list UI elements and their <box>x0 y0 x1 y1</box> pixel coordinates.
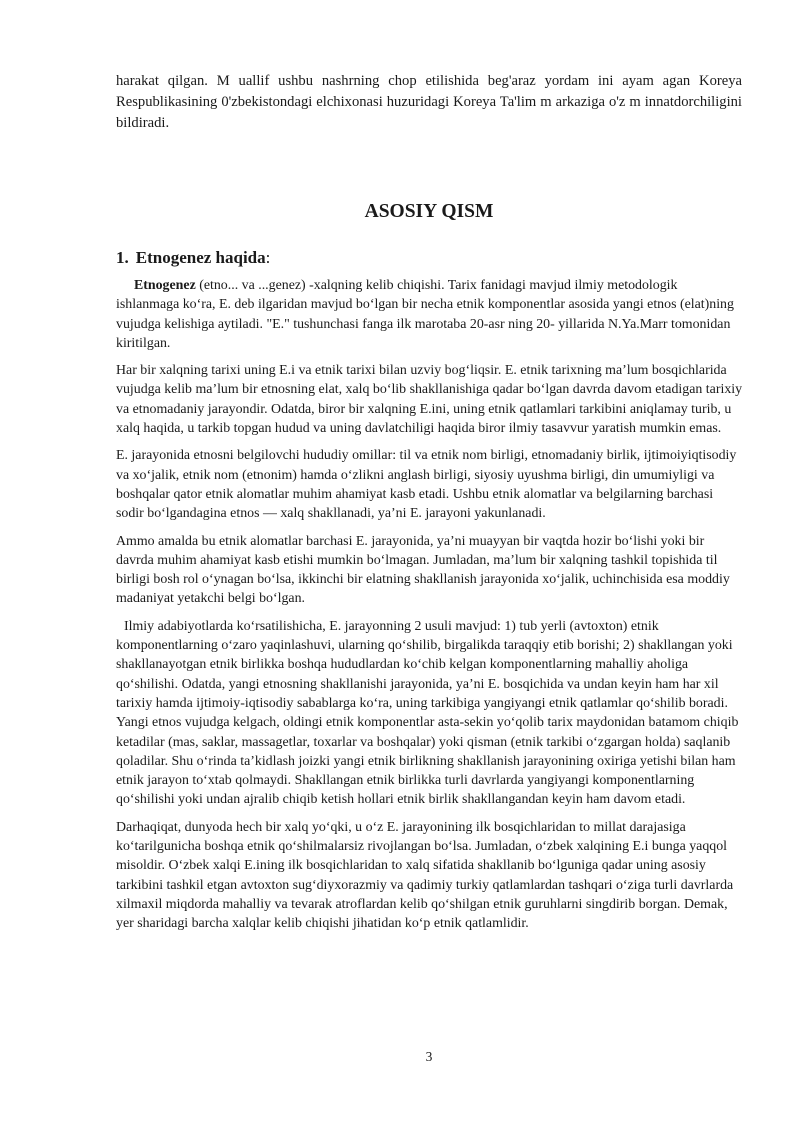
paragraph-etnogenez-definition <box>116 276 744 353</box>
paragraph-3: E. jarayonida etnosni belgilovchi hududiy omillar: til va etnik nom birligi, etnomadaniy birlik, ijtimoiyiqtisodiy va xo‘jalik, etnik nom (etnonim) hamda o‘zlikni anglash birligi, siyosiy uyushma birligi, din umumiyligi va boshqalar qator etnik alomatlar muhim ahamiyat kasb etadi. Ushbu etnik alomatlar va belgilarning barchasi sodir bo‘lgandagina etnos — xalq shakllanadi, ya’ni E. jarayoni yakunlanadi. <box>116 448 737 522</box>
intro-paragraph: harakat qilgan. M uallif ushbu nashrning chop etilishida beg'araz yordam ini ayam agan Koreya Respublikasining 0'zbekistondagi elchixonasi huzuridagi Koreya Ta'lim m arkaziga o'z m innatdorchiligini bildiradi. <box>116 73 742 131</box>
heading-number: 1. <box>116 248 129 267</box>
paragraph-2: Har bir xalqning tarixi uning E.i va etnik tarixi bilan uzviy bog‘liqsir. E. etnik tarixning ma’lum bosqichlarida vujudga kelib ma’lum bir etnosning elat, xalq bo‘lib shakllanishiga qadar bo‘lgan davrda davom etadigan tarixiy va etnomadaniy jarayondir. Odatda, biror bir xalqning E.ini, uning etnik qatlamlari tarkibini aniqlamay turib, u xalq haqida, u tarkib topgan hudud va uning davlatchiligi haqida biror ilmiy tasavvur yaratish mumkin emas. <box>116 363 743 437</box>
paragraph-4: Ammo amalda bu etnik alomatlar barchasi E. jarayonida, ya’ni muayyan bir vaqtda hozir bo‘lishi yoki bir davrda muhim ahamiyat kasb etishi mumkin bo‘lmagan. Jumladan, ma’lum bir xalqning tashkil topishida til birligi bosh rol o‘ynagan bo‘lsa, ikkinchi bir elatning shakllanish jarayonida xo‘jalik, uchinchisida esa moddiy madaniyat yetakchi belgi bo‘lgan. <box>116 533 730 607</box>
page-number: 3 <box>425 1049 433 1064</box>
definition-text: (etno... va ...genez) -xalqning kelib chiqishi. Tarix fanidagi mavjud ilmiy metodologik ishlanmaga ko‘ra, E. deb ilgaridan mavjud bo‘lgan bir necha etnik komponentlar asosida yangi etnos (elat)ning vujudga kelishiga aytiladi. "E." tushunchasi fanga ilk marotaba 20-asr ning 20- yillarida N.Ya.Marr tomonidan kiritilgan. <box>116 278 734 351</box>
paragraph-6: Darhaqiqat, dunyoda hech bir xalq yo‘qki, u o‘z E. jarayonining ilk bosqichlaridan to millat darajasiga ko‘tarilgunicha boshqa etnik qo‘shilmalarsiz rivojlangan bo‘lsa. Jumladan, o‘zbek xalqining E.i bunga yaqqol misoldir. O‘zbek xalqi E.ining ilk bosqichlaridan to xalq sifatida shakllanib bo‘lguniga qadar uning asosiy tarkibini tashkil etgan avtoxton sug‘diyxorazmiy va qadimiy turkiy qatlamlardan tashqari o‘ziga turli davrlarda xilmaxil miqdorda mahalliy va tevarak atroflardan kelib qo‘shilgan etnik guruhlarni singdirib borgan. Demak, yer sharidagi barcha xalqlar kelib chiqishi jihatidan ko‘p etnik qatlamlidir. <box>116 819 734 932</box>
term-etnogenez: Etnogenez <box>134 278 196 293</box>
section-title: ASOSIY QISM <box>364 201 494 222</box>
heading-title: Etnogenez haqida <box>135 248 266 267</box>
subsection-heading <box>116 247 742 269</box>
paragraph-5: Ilmiy adabiyotlarda ko‘rsatilishicha, E. jarayonning 2 usuli mavjud: 1) tub yerli (avtoxton) etnik komponentlarning o‘zaro yaqinlashuvi, ularning qo‘shilib, birgalikda taraqqiy etib borishi; 2) shakllangan yoki shakllanayotgan etnik birlikka boshqa hududlardan ko‘chib kelgan komponentlarning mahalliy aholiga qo‘shilishi. Odatda, yangi etnosning shakllanishi jarayonida, ya’ni E. bosqichida va undan keyin ham har xil tarixiy hamda ijtimoiy-iqtisodiy sabablarga ko‘ra, uning tarkibiga yangiyangi etnik qatlamlar qo‘shilib boradi. Yangi etnos vujudga kelgach, oldingi etnik komponentlar asta-sekin yo‘qolib tarix maydonidan batamom chiqib ketadilar (mas, saklar, massagetlar, toxarlar va boshqalar) yoki qisman (etnik tarkibi o‘zgargan holda) saqlanib qoladilar. Shu o‘rinda ta’kidlash joizki yangi etnik birlikning shakllanish jarayonining oxiriga yetishi bilan ham etnik jarayon to‘xtab qolmaydi. Shakllangan etnik birlikka turli davrlarda yangiyangi komponentlarning qo‘shilishi yoki undan ajralib chiqib ketish hollari etnik birlik shakllangandan keyin ham davom etadi. <box>116 618 739 808</box>
heading-colon: : <box>265 248 271 267</box>
